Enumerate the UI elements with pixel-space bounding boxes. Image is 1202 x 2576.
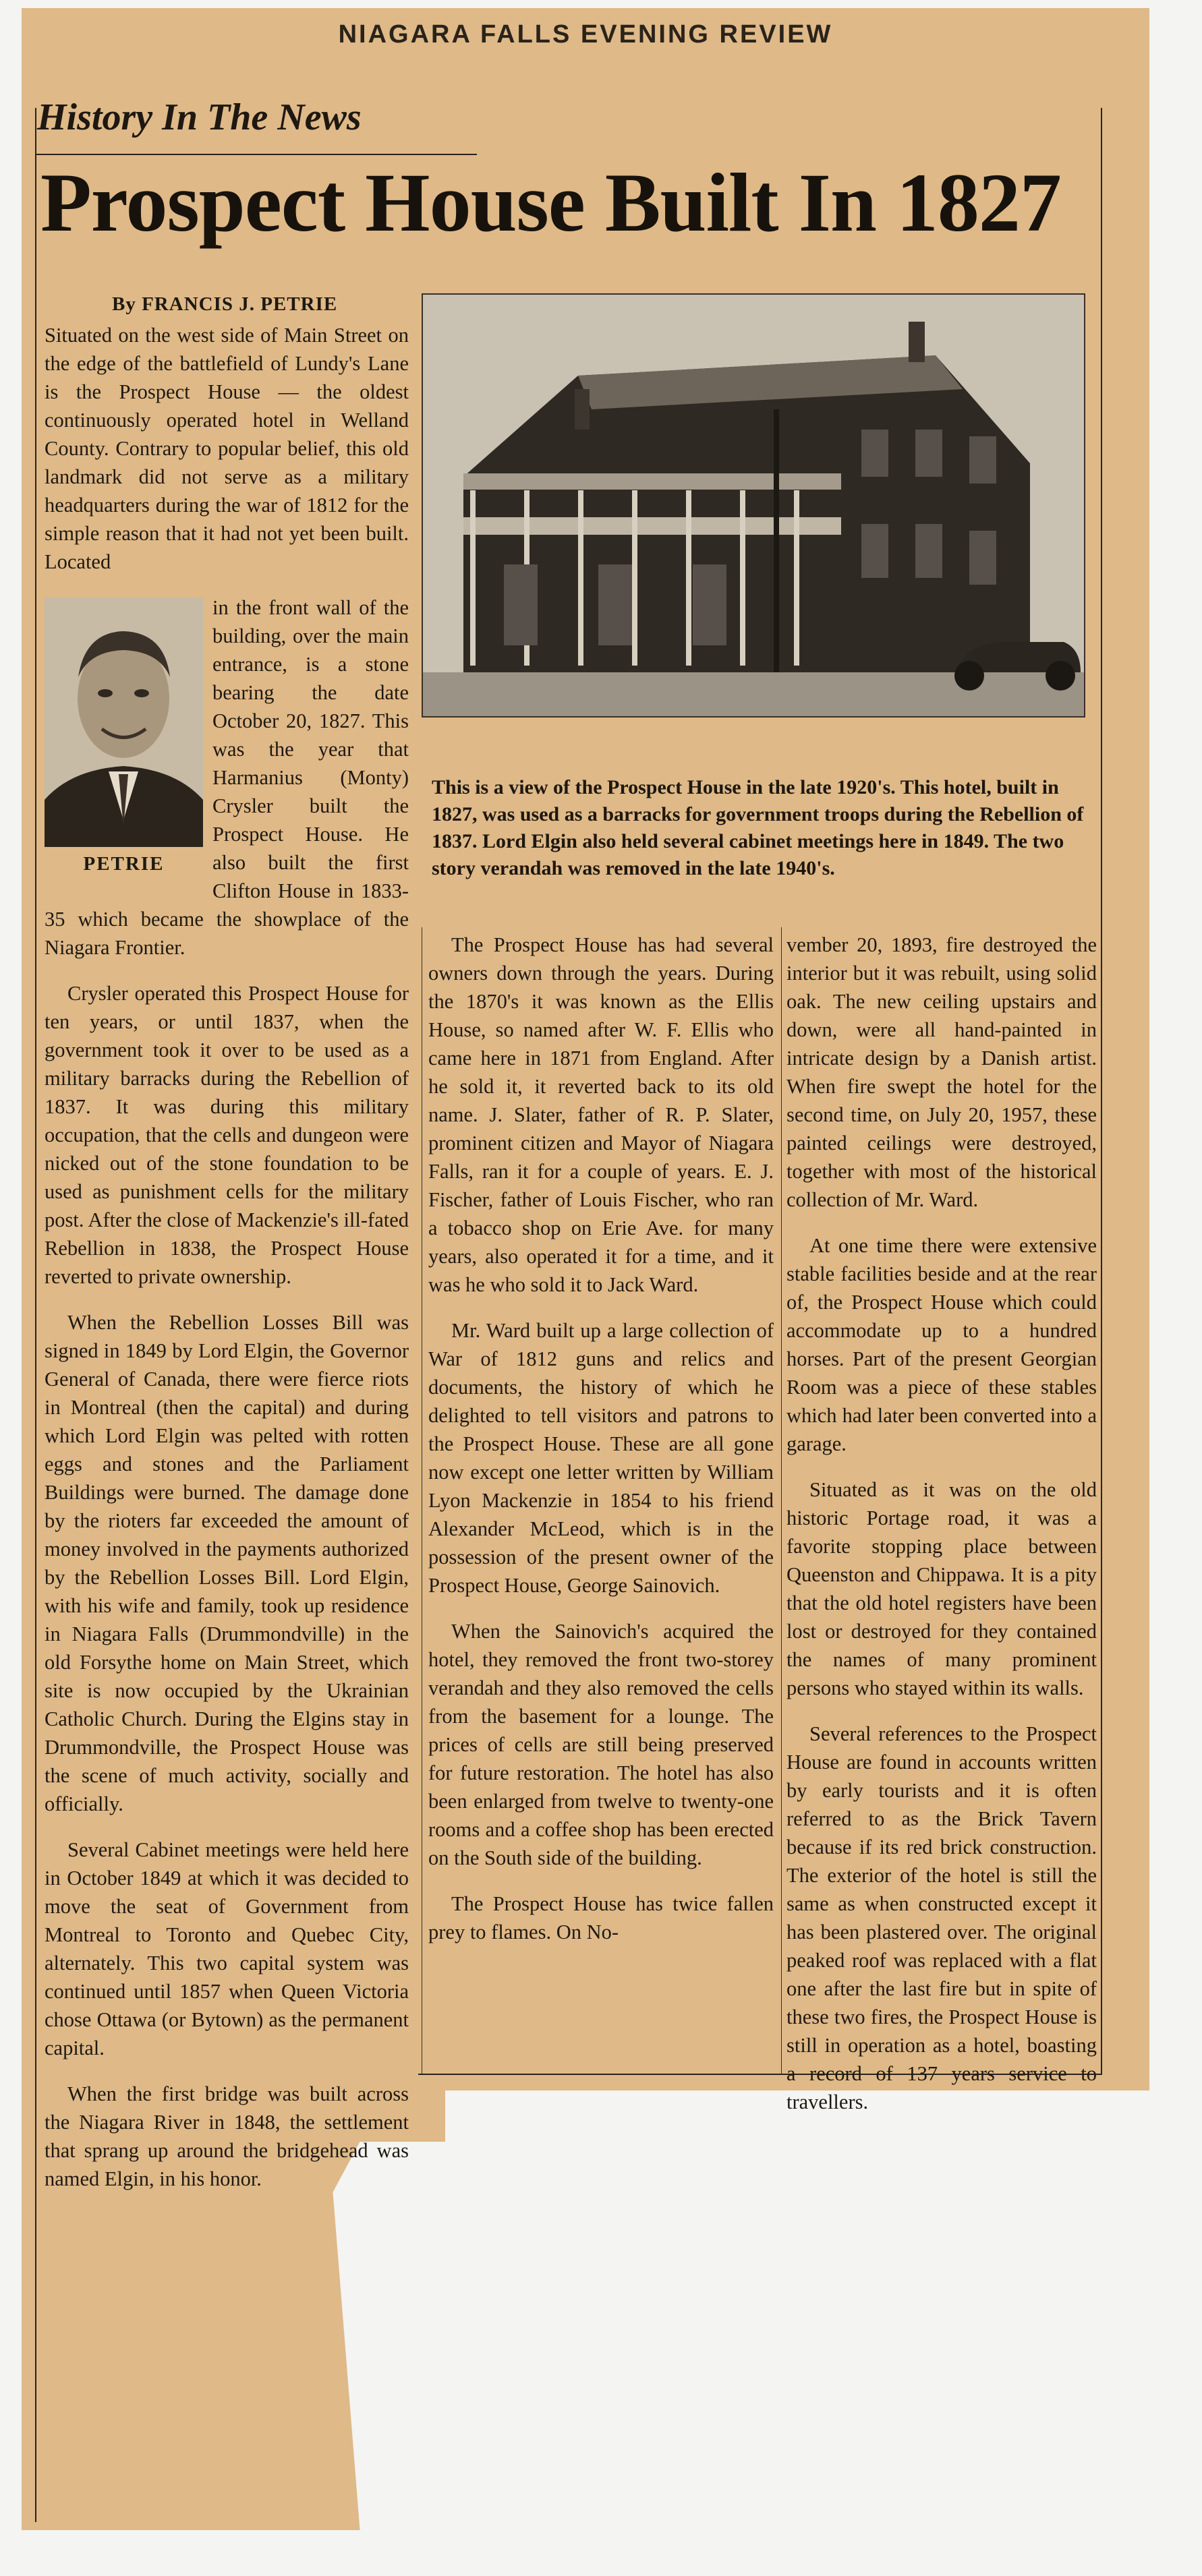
article-paragraph: Crysler operated this Prospect House for ten years, or until 1837, when the government took it over to be used as a military barracks during the Rebellion of 1837. It was during this military occupation, that the cells and dungeon were nicked out of the stone foundation to be used as punishment cells for the military post. After the close of Mackenzie's ill-fated Rebellion in 1838, the Prospect House reverted to private ownership. [45,982,409,1288]
article-paragraph: Several Cabinet meetings were held here in October 1849 at which it was decided to move the seat of Government from Montreal to Toronto and Quebec City, alternately. This two capital system was continued until 1857 when Queen Victoria chose Ottawa (or Bytown) as the permanent capital. [45,1838,409,2059]
right-border-rule [1101,108,1102,2074]
photo-caption: This is a view of the Prospect House in the late 1920's. This hotel, built in 1827, was used as a barracks for government troops during the Rebellion of 1837. Lord Elgin also held several cabinet meetings here in 1849. The two story verandah was removed in the late 1940's. [432,776,1084,879]
article-paragraph: Several references to the Prospect House are found in accounts written by early tourists and it is often referred to as the Brick Tavern because if its red brick construction. The exterior of the hotel is still the same as when constructed except it has been plastered over. The original peaked roof was replaced with a flat one after the last fire but in spite of these two fires, the Prospect House is still in operation as a hotel, boasting a record of 137 years service to travellers. [786,1722,1097,2113]
article-paragraph: When the Sainovich's acquired the hotel, they removed the front two-storey verandah and they also removed the cells from the basement for a lounge. The prices of cells are still being preserved for future restoration. The hotel has also been enlarged from twelve to twenty-one rooms and a coffee shop has been erected on the South side of the building. [428,1620,774,1869]
column-rule-2 [781,927,782,2074]
article-paragraph: Situated as it was on the old historic Portage road, it was a favorite stopping place between Queenston and Chippawa. It is a pity that the old hotel registers have been lost or destroyed for they contained the names of many prominent persons who stayed within its walls. [786,1478,1097,1699]
torn-page-background [445,2090,1160,2563]
article-paragraph: When the first bridge was built across the Niagara River in 1848, the settlement that sprang up around the bridgehead was named Elgin, in his honor. [45,2082,409,2190]
article-column-1 [45,290,409,2211]
left-border-rule [35,108,36,2522]
article-paragraph: The Prospect House has had several owners down through the years. During the 1870's it was known as the Ellis House, so named after W. F. Ellis who came here in 1871 from England. After he sold it, it reverted back to its old name. J. Slater, father of R. P. Slater, prominent citizen and Mayor of Niagara Falls, ran it for a couple of years. E. J. Fischer, father of Louis Fischer, who ran a tobacco shop on Erie Ave. for many years, also operated it for a time, and it was he who sold it to Jack Ward. [428,933,774,1296]
portrait-photo-icon [45,597,203,847]
headline: Prospect House Built In 1827 [40,156,1061,249]
prospect-house-photo [422,293,1085,718]
article-paragraph: Situated on the west side of Main Street on the edge of the battlefield of Lundy's Lane is the Prospect House — the oldest continuously operated hotel in Welland County. Contrary to popular belief, this old landmark did not serve as a military headquarters during the war of 1812 for the simple reason that it had not yet been built. Located [45,324,409,573]
article-paragraph: in the front wall of the building, over the main entrance, is a stone bearing the date October 20, 1827. This was the year that Harmanius (Monty) Crysler built the Prospect House. He also built the first Clifton House in 1833-35 which became the showplace of the Niagara Frontier. [45,596,409,959]
hotel-building-icon [423,295,1084,716]
author-portrait [45,597,203,881]
article-paragraph: The Prospect House has twice fallen prey to flames. On No- [428,1892,774,1943]
article-paragraph: vember 20, 1893, fire destroyed the interior but it was rebuilt, using solid oak. The new ceiling upstairs and down, were all hand-painted in intricate design by a Danish artist. When fire swept the hotel for the second time, on July 20, 1957, these painted ceilings were destroyed, together with most of the historical collection of Mr. Ward. [786,933,1097,1211]
portrait-caption: PETRIE [83,853,165,875]
article-column-3 [786,931,1097,2134]
article-column-2 [428,931,774,1964]
section-kicker: History In The News [37,96,362,138]
article-paragraph: At one time there were extensive stable facilities beside and at the rear of, the Prospect House which could accommodate up to a hundred horses. Part of the present Georgian Room was a piece of these stables which had later been converted into a garage. [786,1234,1097,1455]
masthead: NIAGARA FALLS EVENING REVIEW [338,20,833,49]
article-paragraph: When the Rebellion Losses Bill was signed in 1849 by Lord Elgin, the Governor General of Canada, there were fierce riots in Montreal (then the capital) and during which Lord Elgin was pelted with rotten eggs and stones and the Parliament Buildings were burned. The damage done by the rioters far exceeded the amount of money involved in the payments authorized by the Rebellion Losses Bill. Lord Elgin, with his wife and family, took up residence in Niagara Falls (Drummondville) in the old Forsythe home on Main Street, which site is now occupied by the Ukrainian Catholic Church. During the Elgins stay in Drummondville, the Prospect House was the scene of much activity, socially and officially. [45,1311,409,1815]
article-paragraph: Mr. Ward built up a large collection of War of 1812 guns and relics and documents, the history of which he delighted to tell visitors and patrons to the Prospect House. These are all gone now except one letter written by William Lyon Mackenzie in 1854 to his friend Alexander McLeod, which is in the possession of the present owner of the Prospect House, George Sainovich. [428,1319,774,1597]
byline: By FRANCIS J. PETRIE [112,293,338,315]
